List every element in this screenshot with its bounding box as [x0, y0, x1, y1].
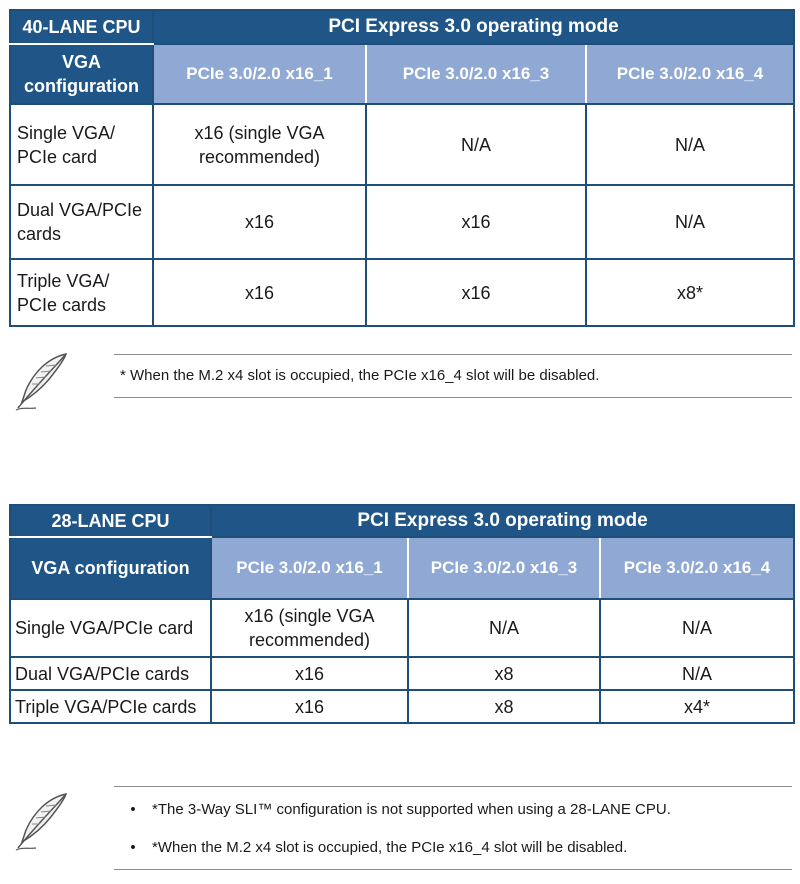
table-row — [10, 185, 794, 259]
table-cell: x16 — [366, 185, 586, 259]
column-header: PCIe 3.0/2.0 x16_1 — [153, 44, 366, 104]
table-cell: x16 — [153, 185, 366, 259]
note-list-item — [114, 801, 671, 818]
note-box — [114, 354, 792, 398]
vga-configuration-header: VGA configuration — [10, 537, 211, 599]
note-text: *When the M.2 x4 slot is occupied, the PCIe x16_4 slot will be disabled. — [152, 839, 628, 856]
note-text: *The 3-Way SLI™ configuration is not supported when using a 28-LANE CPU. — [152, 801, 671, 818]
table-cell: x8 — [408, 657, 600, 690]
table-row — [10, 599, 794, 657]
column-header: PCIe 3.0/2.0 x16_3 — [366, 44, 586, 104]
table-cell: x16 (single VGA recommended) — [211, 599, 408, 657]
column-header: PCIe 3.0/2.0 x16_1 — [211, 537, 408, 599]
row-label: Dual VGA/PCIe cards — [10, 657, 211, 690]
row-label: Dual VGA/PCIe cards — [10, 185, 153, 259]
column-header: PCIe 3.0/2.0 x16_3 — [408, 537, 600, 599]
operating-mode-header: PCI Express 3.0 operating mode — [211, 505, 794, 537]
corner-top-header: 40-LANE CPU — [10, 10, 153, 44]
row-label: Triple VGA/PCIe cards — [10, 690, 211, 723]
table-28-lane — [9, 504, 795, 724]
table-cell: x4* — [600, 690, 794, 723]
table-cell: N/A — [600, 599, 794, 657]
table-cell: N/A — [366, 104, 586, 185]
table-cell: x8 — [408, 690, 600, 723]
row-label: Single VGA/PCIe card — [10, 599, 211, 657]
table-cell: x8* — [586, 259, 794, 326]
table-cell: x16 — [153, 259, 366, 326]
bullet: • — [130, 801, 136, 818]
table-cell: N/A — [408, 599, 600, 657]
note-list-item — [114, 839, 627, 856]
table-cell: x16 (single VGA recommended) — [153, 104, 366, 185]
row-label: Single VGA/ PCIe card — [10, 104, 153, 185]
operating-mode-header: PCI Express 3.0 operating mode — [153, 10, 794, 44]
table-cell: x16 — [211, 657, 408, 690]
table-row — [10, 259, 794, 326]
table-cell: x16 — [211, 690, 408, 723]
table-cell: N/A — [586, 185, 794, 259]
note-box — [114, 786, 792, 870]
table-40-lane — [9, 9, 795, 327]
feather-icon — [8, 790, 72, 854]
column-header: PCIe 3.0/2.0 x16_4 — [586, 44, 794, 104]
corner-top-header: 28-LANE CPU — [10, 505, 211, 537]
row-label: Triple VGA/ PCIe cards — [10, 259, 153, 326]
column-header: PCIe 3.0/2.0 x16_4 — [600, 537, 794, 599]
table-row — [10, 104, 794, 185]
table-cell: N/A — [600, 657, 794, 690]
bullet: • — [130, 839, 136, 856]
table-row — [10, 657, 794, 690]
note-text: * When the M.2 x4 slot is occupied, the PCIe x16_4 slot will be disabled. — [120, 367, 600, 384]
table-cell: x16 — [366, 259, 586, 326]
table-row — [10, 690, 794, 723]
vga-configuration-header: VGA configuration — [10, 44, 153, 104]
table-cell: N/A — [586, 104, 794, 185]
feather-icon — [8, 350, 72, 414]
